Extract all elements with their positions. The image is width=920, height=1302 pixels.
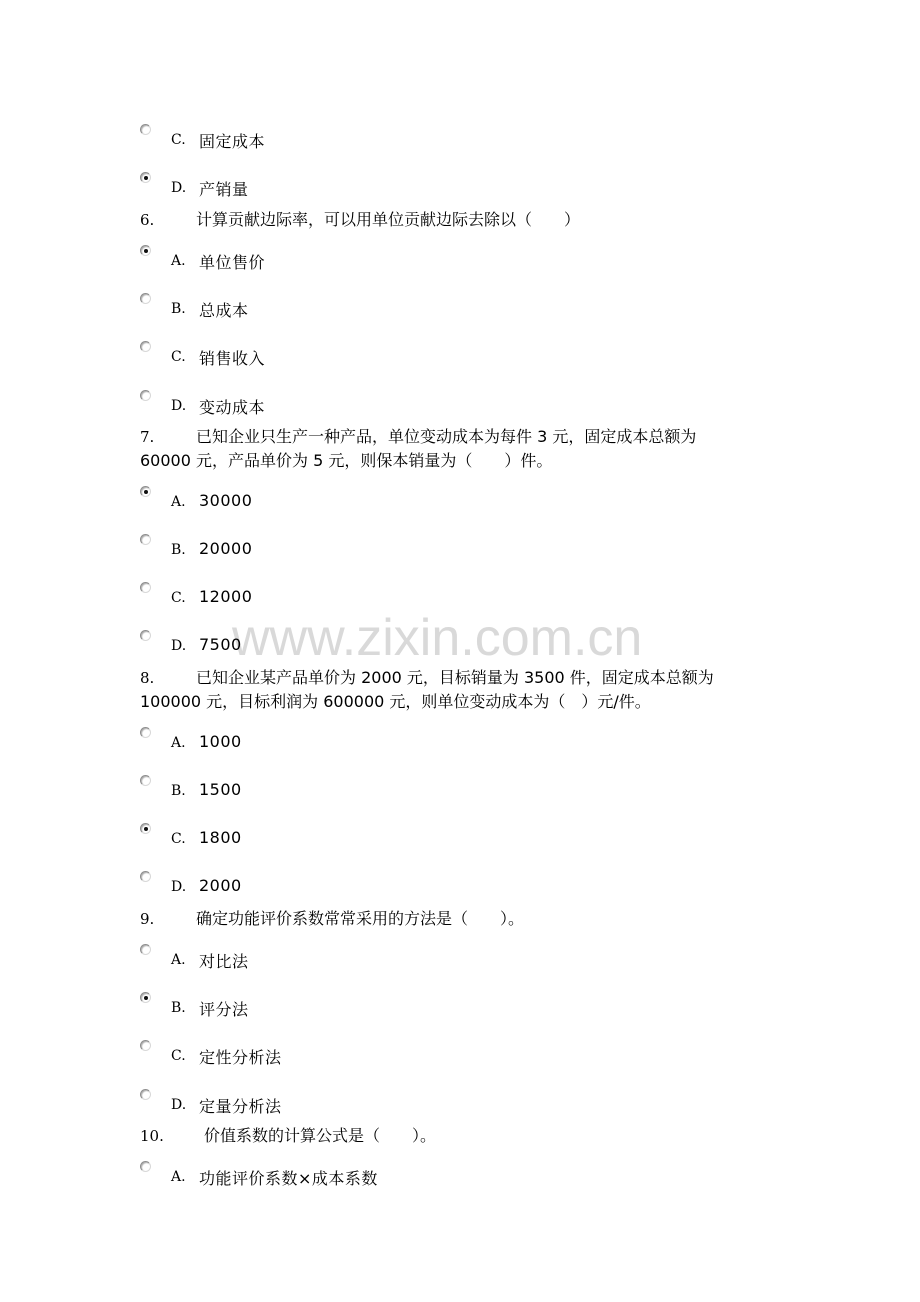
radio-button-selected[interactable] xyxy=(140,992,151,1003)
question-text: 确定功能评价系数常常采用的方法是（ ）。 xyxy=(196,909,525,928)
question-text-line-1: 已知企业只生产一种产品，单位变动成本为每件 3 元，固定成本总额为 xyxy=(196,427,697,446)
question-text: 计算贡献边际率，可以用单位贡献边际去除以（ ） xyxy=(196,210,581,229)
option-text: 对比法 xyxy=(199,952,249,971)
radio-button[interactable] xyxy=(140,1089,151,1100)
option-text: 定量分析法 xyxy=(199,1097,282,1116)
radio-button[interactable] xyxy=(140,124,151,135)
option-text: 7500 xyxy=(199,635,242,654)
radio-button[interactable] xyxy=(140,341,151,352)
option-letter: A. xyxy=(171,494,186,510)
option-letter: B. xyxy=(171,542,186,558)
option-letter: A. xyxy=(171,952,186,968)
option-letter: B. xyxy=(171,1000,186,1016)
radio-button[interactable] xyxy=(140,630,151,641)
option-text: 2000 xyxy=(199,876,242,895)
radio-button-selected[interactable] xyxy=(140,172,151,183)
question-number: 7. xyxy=(140,428,155,446)
option-letter: A. xyxy=(171,735,186,751)
question-text-line-2: 100000 元，目标利润为 600000 元，则单位变动成本为（ ）元/件。 xyxy=(140,692,651,711)
question-9 xyxy=(140,907,524,931)
question-text-line-1: 已知企业某产品单价为 2000 元，目标销量为 3500 件，固定成本总额为 xyxy=(196,668,714,687)
question-number: 9. xyxy=(140,910,155,928)
option-letter: D. xyxy=(171,638,187,654)
radio-button[interactable] xyxy=(140,293,151,304)
option-letter: C. xyxy=(171,831,186,847)
option-letter: B. xyxy=(171,783,186,799)
option-letter: C. xyxy=(171,1048,186,1064)
question-number: 10. xyxy=(140,1127,164,1145)
option-text: 产销量 xyxy=(199,180,249,199)
radio-button[interactable] xyxy=(140,534,151,545)
option-text: 评分法 xyxy=(199,1000,249,1019)
question-number: 6. xyxy=(140,211,155,229)
option-text: 功能评价系数×成本系数 xyxy=(199,1169,378,1188)
radio-button[interactable] xyxy=(140,775,151,786)
question-number: 8. xyxy=(140,669,155,687)
option-letter: B. xyxy=(171,301,186,317)
radio-button[interactable] xyxy=(140,1040,151,1051)
watermark: www.zixin.com.cn xyxy=(232,609,643,667)
radio-button[interactable] xyxy=(140,582,151,593)
radio-button[interactable] xyxy=(140,390,151,401)
radio-button-selected[interactable] xyxy=(140,486,151,497)
radio-button-selected[interactable] xyxy=(140,245,151,256)
option-text: 固定成本 xyxy=(199,132,266,151)
option-text: 销售收入 xyxy=(199,349,266,368)
option-letter: C. xyxy=(171,590,186,606)
option-letter: A. xyxy=(171,253,186,269)
question-7 xyxy=(140,425,696,473)
option-letter: A. xyxy=(171,1169,186,1185)
radio-button-selected[interactable] xyxy=(140,823,151,834)
option-letter: D. xyxy=(171,879,187,895)
option-letter: D. xyxy=(171,1097,187,1113)
radio-button[interactable] xyxy=(140,1161,151,1172)
option-text: 20000 xyxy=(199,539,253,558)
option-text: 单位售价 xyxy=(199,253,266,272)
option-text: 总成本 xyxy=(199,301,249,320)
option-text: 12000 xyxy=(199,587,253,606)
question-text-line-2: 60000 元，产品单价为 5 元，则保本销量为（ ）件。 xyxy=(140,451,553,470)
option-text: 定性分析法 xyxy=(199,1048,282,1067)
option-text: 30000 xyxy=(199,491,253,510)
option-letter: D. xyxy=(171,180,187,196)
option-letter: C. xyxy=(171,349,186,365)
option-letter: C. xyxy=(171,132,186,148)
option-text: 1800 xyxy=(199,828,242,847)
question-6 xyxy=(140,208,580,232)
option-text: 1500 xyxy=(199,780,242,799)
option-text: 变动成本 xyxy=(199,398,266,417)
option-text: 1000 xyxy=(199,732,242,751)
radio-button[interactable] xyxy=(140,944,151,955)
option-letter: D. xyxy=(171,398,187,414)
question-text: 价值系数的计算公式是（ ）。 xyxy=(204,1126,437,1145)
radio-button[interactable] xyxy=(140,871,151,882)
question-10 xyxy=(140,1124,436,1148)
radio-button[interactable] xyxy=(140,727,151,738)
question-8 xyxy=(140,666,714,714)
